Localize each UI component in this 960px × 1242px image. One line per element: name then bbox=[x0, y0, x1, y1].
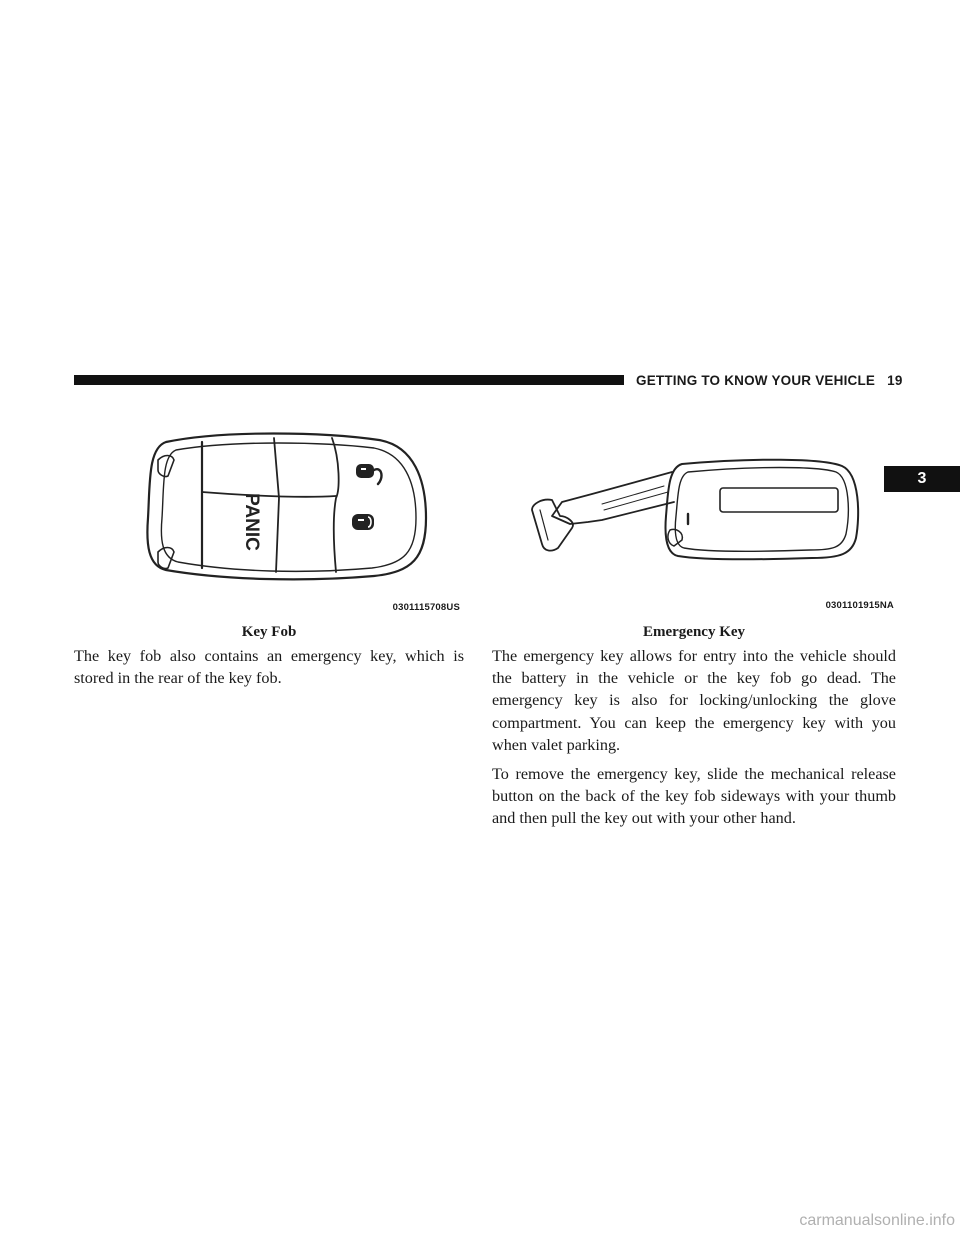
lock-icon bbox=[352, 514, 374, 530]
figure-id: 0301115708US bbox=[392, 602, 460, 613]
header-rule bbox=[74, 375, 624, 385]
paragraph-left: The key fob also contains an emergency key, which is stored in the rear of the key fob. bbox=[74, 647, 464, 688]
watermark: carmanualsonline.info bbox=[799, 1212, 955, 1229]
panic-label: PANIC bbox=[241, 493, 262, 551]
figure-caption-key-fob: Key Fob bbox=[241, 624, 297, 640]
section-title: GETTING TO KNOW YOUR VEHICLE bbox=[636, 372, 876, 388]
page-number: 19 bbox=[887, 372, 903, 388]
paragraph-right-2: To remove the emergency key, slide the mechanical release button on the back of the key fob sideways with your thumb and then pull the key out with your other hand. bbox=[492, 765, 896, 828]
emergency-key-figure bbox=[492, 420, 896, 615]
key-fob-figure bbox=[74, 420, 464, 615]
emergency-key-illustration bbox=[492, 420, 896, 615]
figure-caption-emergency-key: Emergency Key bbox=[642, 624, 746, 640]
paragraph-right-1: The emergency key allows for entry into the vehicle should the battery in the vehicle or the key fob go dead. The emergency key is also for locking/unlocking the glove compartment. You can keep the emergency key with you when valet parking. bbox=[492, 647, 896, 754]
chapter-tab[interactable]: 3 bbox=[884, 466, 960, 492]
key-fob-illustration bbox=[74, 420, 464, 615]
running-header bbox=[636, 370, 903, 390]
unlock-icon bbox=[356, 464, 381, 484]
figure-id: 0301101915NA bbox=[825, 600, 894, 611]
